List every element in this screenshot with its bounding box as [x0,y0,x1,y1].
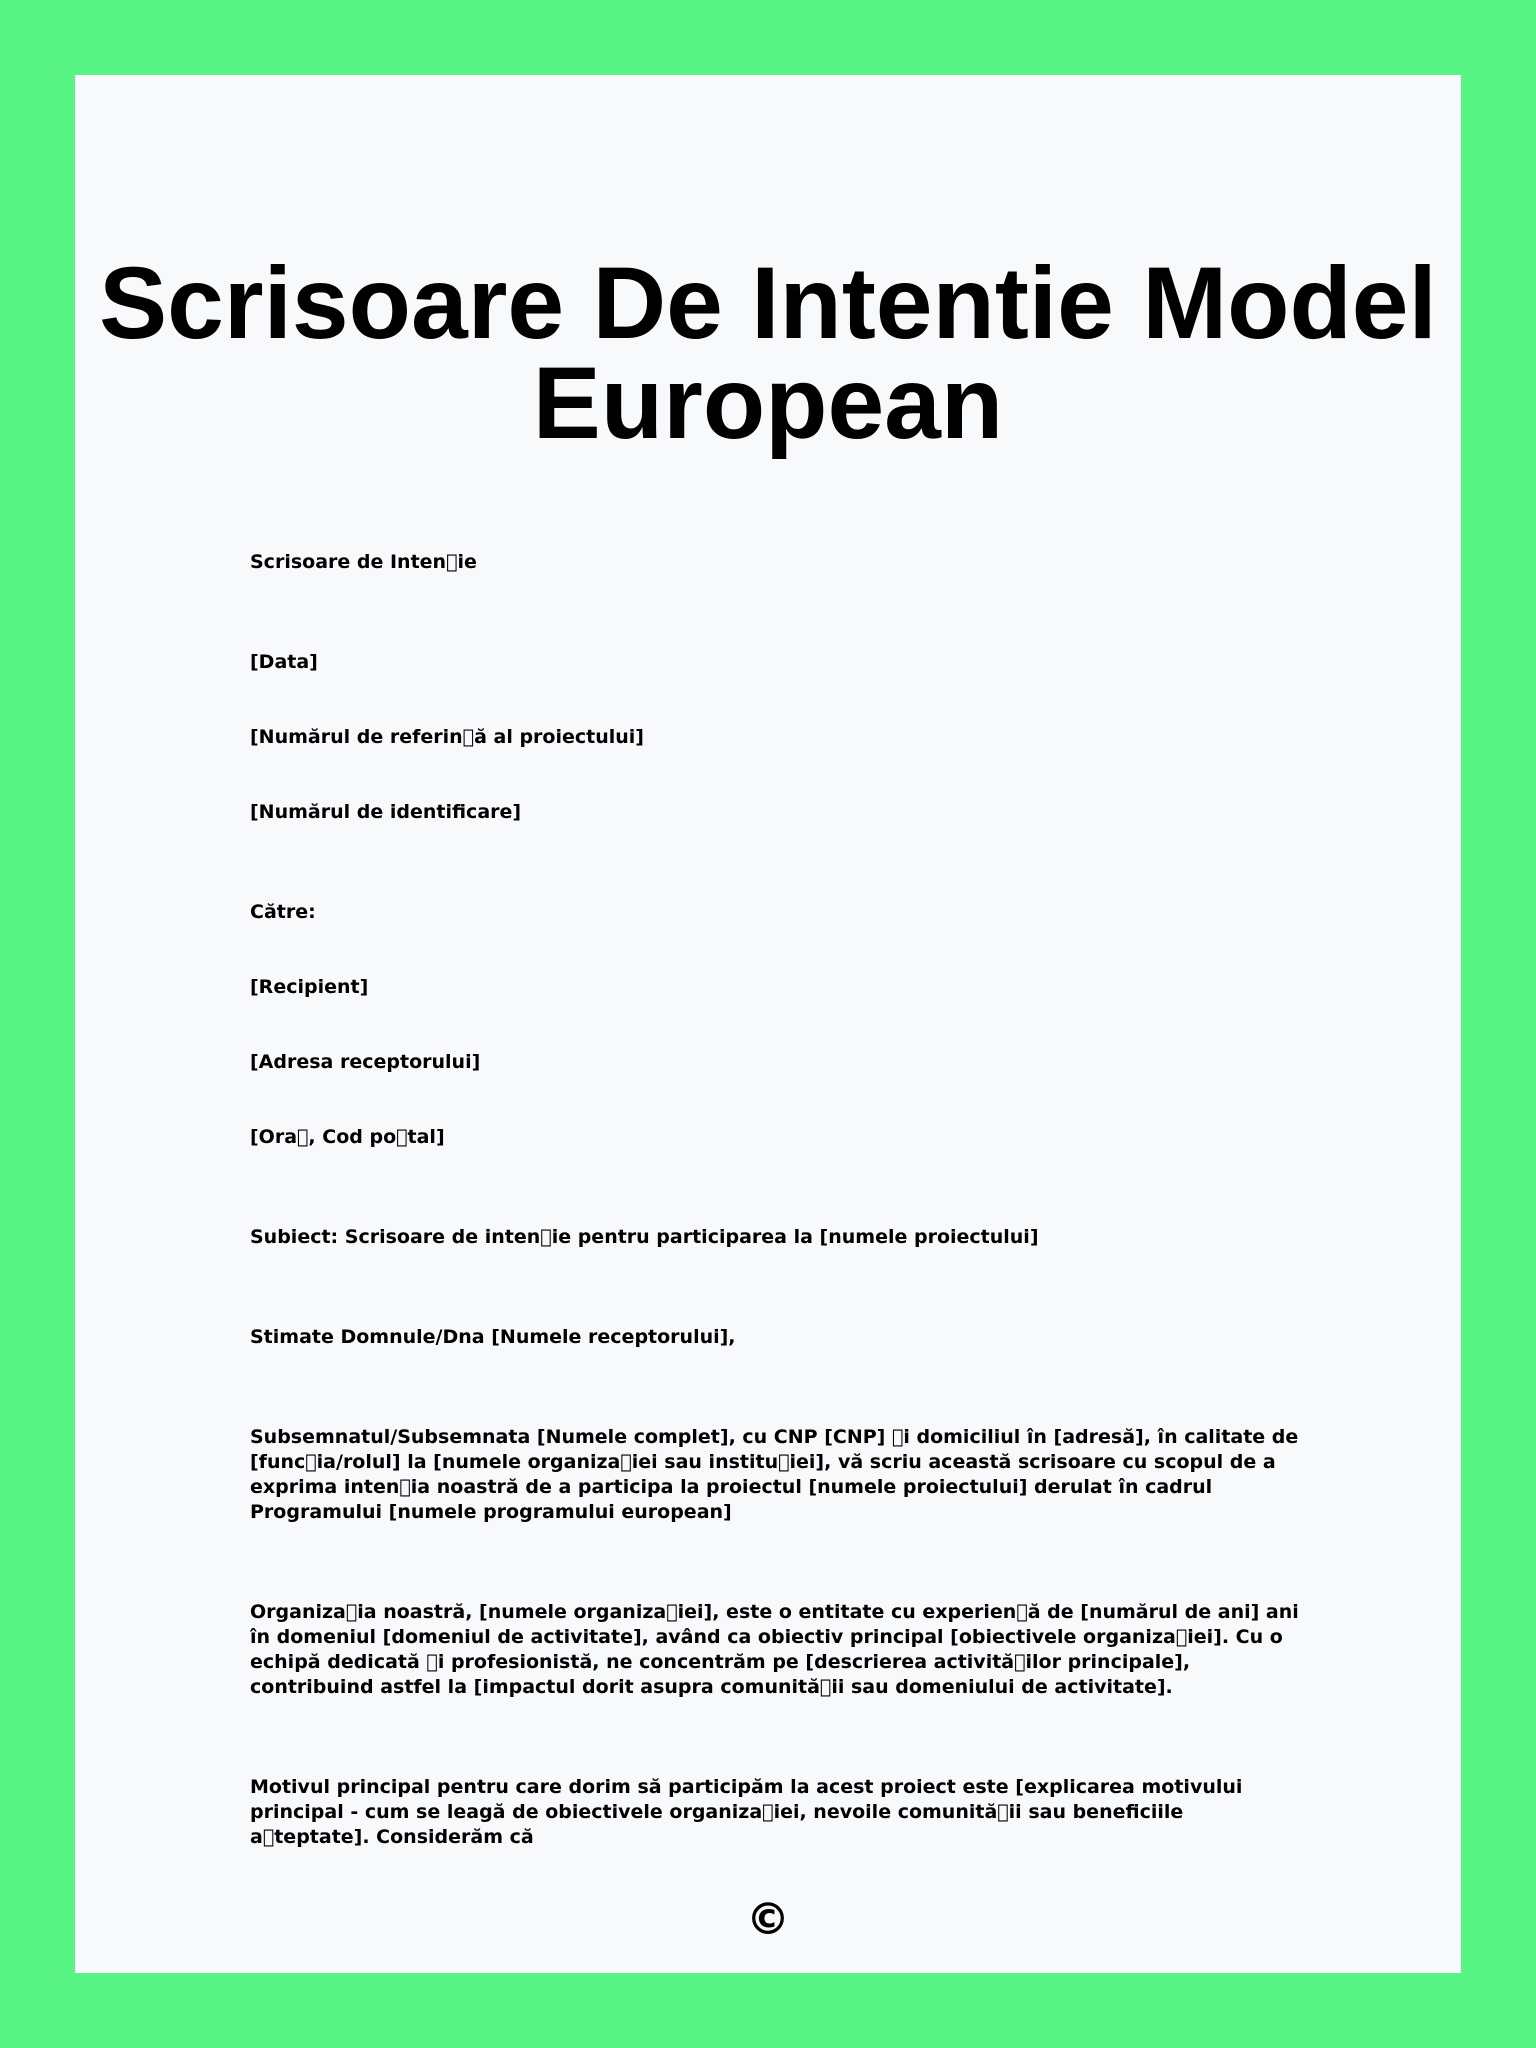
document-page [75,75,1461,1973]
copyright-symbol: © [746,1894,790,1945]
salutation: Stimate Domnule/Dna [Numele receptorului], [250,1326,736,1348]
paragraph-motivation: Motivul principal pentru care dorim să participăm la acest proiect este [explicarea motivului principal - cum se leagă de obiectivele organiza iei, nevoile comunită ii sau beneficiile a teptate]. Considerăm că [250,1776,1243,1848]
recipient-field: [Recipient] [250,976,369,998]
letter-heading: Scrisoare de Inten ie [250,551,477,573]
page-title: Scrisoare De Intentie Model European [99,246,1437,460]
recipient-address-field: [Adresa receptorului] [250,1051,481,1073]
subject-line: Subiect: Scrisoare de inten ie pentru participarea la [numele proiectului] [250,1226,1039,1248]
paragraph-intro: Subsemnatul/Subsemnata [Numele complet], cu CNP [CNP]  i domiciliul în [adresă], în calitate de [func ia/rolul] la [numele organiza iei sau institu iei], vă scriu această scrisoare cu scopul de a exprima inten ia noastră de a participa la proiectul [numele proiectului] derulat în cadrul Programului [numele programului european] [250,1426,1299,1523]
to-label: Către: [250,901,316,923]
reference-number-field: [Numărul de referin ă al proiectului] [250,726,644,748]
date-field: [Data] [250,651,318,673]
recipient-city-field: [Ora , Cod po tal] [250,1126,445,1148]
paragraph-organization: Organiza ia noastră, [numele organiza iei], este o entitate cu experien ă de [numărul de ani] ani în domeniul [domeniul de activitate], având ca obiectiv principal [obiectivele organiza iei]. Cu o echipă dedicată  i profesionistă, ne concentrăm pe [descrierea activită ilor principale], contribuind astfel la [impactul dorit asupra comunită ii sau domeniului de activitate]. [250,1601,1299,1698]
identification-number-field: [Numărul de identificare] [250,801,522,823]
